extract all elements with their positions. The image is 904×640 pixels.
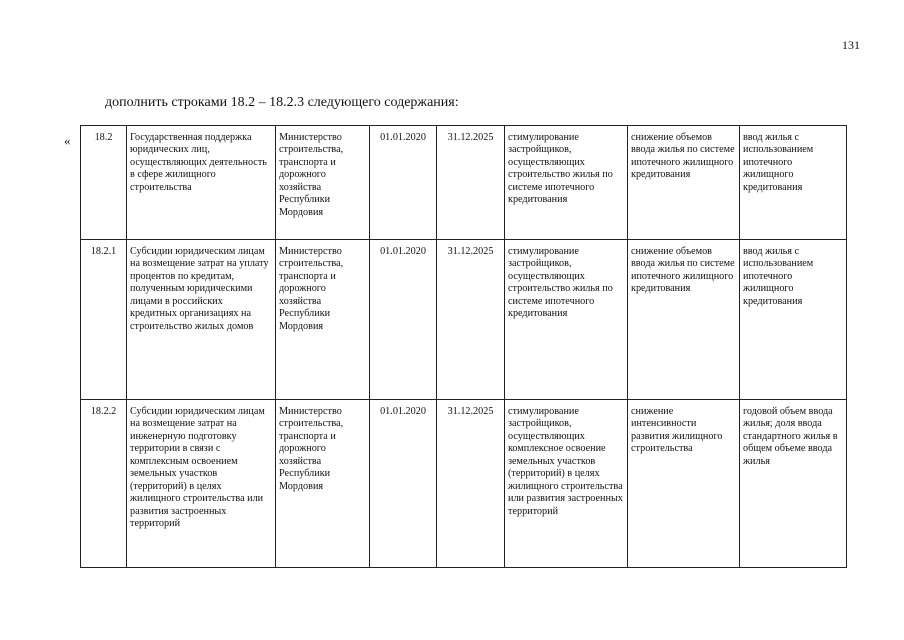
table-row [81, 400, 847, 568]
measure-name: Субсидии юридическим лицам на возмещение затрат на инженерную подготовку территории в связи с комплексным освоением земельных участков (территорий) в целях жилищного строительства или развития застроенных территорий [127, 400, 276, 568]
non-implementation-consequence: снижение объемов ввода жилья по системе ипотечного жилищного кредитования [628, 126, 740, 240]
non-implementation-consequence: снижение объемов ввода жилья по системе ипотечного жилищного кредитования [628, 240, 740, 400]
executor: Министерство строительства, транспорта и дорожного хозяйства Республики Мордовия [276, 400, 370, 568]
start-date: 01.01.2020 [370, 126, 437, 240]
row-number: 18.2.1 [81, 240, 127, 400]
expected-result: стимулирование застройщиков, осуществляющих строительство жилья по системе ипотечного кредитования [505, 240, 628, 400]
end-date: 31.12.2025 [437, 400, 505, 568]
intro-text: дополнить строками 18.2 – 18.2.3 следующего содержания: [105, 95, 459, 110]
executor: Министерство строительства, транспорта и дорожного хозяйства Республики Мордовия [276, 126, 370, 240]
end-date: 31.12.2025 [437, 126, 505, 240]
table-row [81, 240, 847, 400]
page-number: 131 [842, 38, 860, 52]
row-number: 18.2 [81, 126, 127, 240]
indicator: годовой объем ввода жилья; доля ввода стандартного жилья в общем объеме ввода жилья [740, 400, 847, 568]
end-date: 31.12.2025 [437, 240, 505, 400]
non-implementation-consequence: снижение интенсивности развития жилищного строительства [628, 400, 740, 568]
start-date: 01.01.2020 [370, 400, 437, 568]
expected-result: стимулирование застройщиков, осуществляющих комплексное освоение земельных участков (территорий) в целях жилищного строительства или развития застроенных территорий [505, 400, 628, 568]
expected-result: стимулирование застройщиков, осуществляющих строительство жилья по системе ипотечного кредитования [505, 126, 628, 240]
start-date: 01.01.2020 [370, 240, 437, 400]
table-row [81, 126, 847, 240]
measure-name: Субсидии юридическим лицам на возмещение затрат на уплату процентов по кредитам, полученным юридическими лицами в российских кредитных организациях на строительство жилых домов [127, 240, 276, 400]
row-number: 18.2.2 [81, 400, 127, 568]
indicator: ввод жилья с использованием ипотечного жилищного кредитования [740, 126, 847, 240]
opening-quote: « [64, 133, 71, 148]
indicator: ввод жилья с использованием ипотечного жилищного кредитования [740, 240, 847, 400]
measure-name: Государственная поддержка юридических лиц, осуществляющих деятельность в сфере жилищного строительства [127, 126, 276, 240]
program-table [80, 125, 847, 568]
executor: Министерство строительства, транспорта и дорожного хозяйства Республики Мордовия [276, 240, 370, 400]
